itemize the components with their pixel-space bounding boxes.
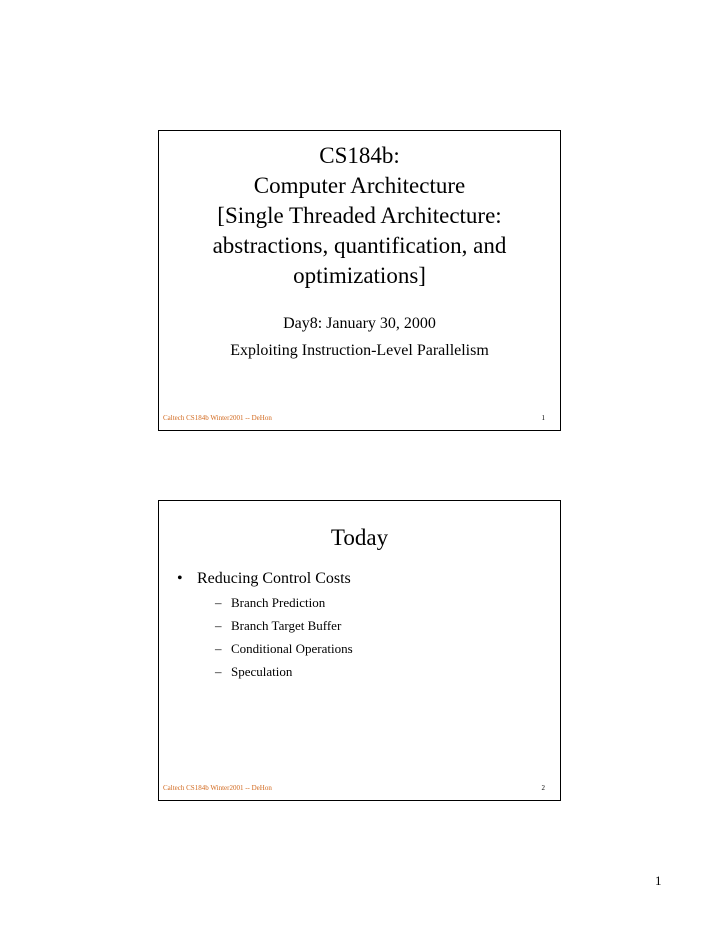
bullet-list [177,567,550,683]
sub-item [215,614,550,637]
slide-2 [158,500,561,801]
bullet-item [177,567,550,591]
slide-2-footer: Caltech CS184b Winter2001 -- DeHon [163,784,272,792]
bullet-text: Reducing Control Costs [197,570,351,587]
sub-item-text: Branch Prediction [231,595,326,610]
sub-item-text: Branch Target Buffer [231,618,342,633]
dash-marker: – [215,618,222,633]
slide-1-title [159,141,560,291]
bullet-marker: • [177,570,183,587]
dash-marker: – [215,664,222,679]
page-number: 1 [655,873,662,888]
sub-item [215,660,550,683]
slide-2-number: 2 [541,784,545,792]
title-line: optimizations] [293,263,426,288]
sub-item-list [215,591,550,683]
slide-2-title: Today [330,525,389,550]
sub-item [215,591,550,614]
sub-item [215,637,550,660]
title-line: [Single Threaded Architecture: [217,203,502,228]
dash-marker: – [215,595,222,610]
slide-1-date: Day8: January 30, 2000 [283,315,436,332]
slide-1-footer: Caltech CS184b Winter2001 -- DeHon [163,414,272,422]
dash-marker: – [215,641,222,656]
title-line: CS184b: [319,143,400,168]
slide-1-subtitle: Exploiting Instruction-Level Parallelism [230,342,489,359]
sub-item-text: Conditional Operations [231,641,353,656]
sub-item-text: Speculation [231,664,293,679]
title-line: Computer Architecture [253,173,466,198]
title-line: abstractions, quantification, and [212,233,507,258]
slide-1-number: 1 [541,414,545,422]
slide-1 [158,130,561,431]
